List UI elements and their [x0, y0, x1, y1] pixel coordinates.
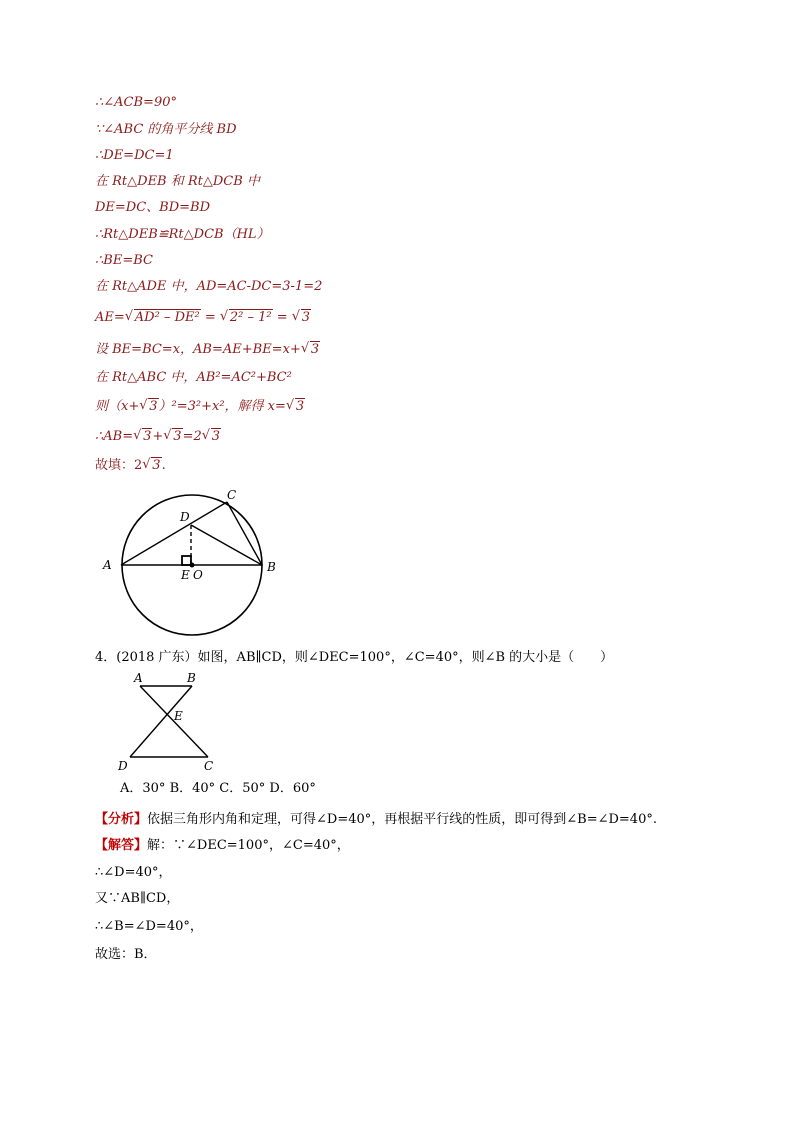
right-angle-mark [182, 556, 191, 565]
label-d: D [180, 510, 190, 524]
sqrt-expression-1: √ AD² – DE² [125, 309, 201, 327]
label-b: B [187, 671, 196, 685]
circle-triangle-figure [98, 484, 288, 640]
answer-choice: 故选：B． [95, 947, 157, 962]
solution-line-5: DE=DC、BD=BD [95, 200, 211, 215]
analysis-tag: 【分析】 [95, 812, 148, 827]
center-point [190, 563, 195, 568]
label-e: E [181, 568, 190, 582]
label-a: A [134, 671, 143, 685]
solution-line-6: ∴Rt△DEB≌Rt△DCB（HL） [95, 227, 270, 242]
solution-line-12: 则（x+√ 3）²=3²+x²，解得 x=√ 3 [95, 398, 305, 416]
label-o: O [193, 568, 203, 582]
solution-line-4: 在 Rt△DEB 和 Rt△DCB 中 [95, 174, 260, 189]
question-4-options: A．30° B．40° C．50° D．60° [120, 781, 316, 796]
analysis-line: 【分析】依据三角形内角和定理，可得∠D=40°，再根据平行线的性质，即可得到∠B=∠D=40°. [95, 812, 657, 827]
answer-line: 【解答】解：∵∠DEC=100°，∠C=40°， [95, 838, 350, 853]
answer-step-2: 又∵AB∥CD， [95, 891, 180, 906]
solution-line-3: ∴DE=DC=1 [95, 148, 174, 163]
solution-line-10: 设 BE=BC=x，AB=AE+BE=x+√ 3 [95, 341, 320, 359]
question-4-stem: 4．(2018 广东）如图，AB∥CD，则∠DEC=100°，∠C=40°，则∠B 的大小是（ ） [95, 650, 614, 665]
answer-step-3: ∴∠B=∠D=40°， [95, 919, 203, 934]
label-d: D [118, 759, 128, 773]
solution-line-14: 故填：2√ 3. [95, 457, 166, 475]
label-a: A [103, 558, 112, 572]
label-c: C [204, 759, 214, 773]
label-b: B [267, 560, 276, 574]
solution-line-2: ∵∠ABC 的角平分线 BD [95, 122, 237, 137]
solution-line-11: 在 Rt△ABC 中，AB²=AC²+BC² [95, 370, 292, 385]
sqrt-expression-3: √ 3 [292, 309, 311, 327]
ae-label: AE= [95, 310, 125, 325]
label-e: E [174, 709, 183, 723]
solution-line-1: ∴∠ACB=90° [95, 95, 177, 110]
sqrt-3: √ 3 [301, 341, 320, 359]
sqrt-expression-2: √ 2² – 1² [220, 309, 273, 327]
solution-line-9: AE=√ AD² – DE² = √ 2² – 1² = √ 3 [95, 309, 311, 327]
answer-tag: 【解答】 [95, 838, 148, 853]
solution-line-7: ∴BE=BC [95, 253, 153, 268]
parallel-lines-figure [110, 670, 220, 776]
line-ac [121, 502, 227, 565]
solution-line-13: ∴AB=√ 3+√ 3=2√ 3 [95, 428, 221, 446]
label-c: C [227, 488, 237, 502]
solution-line-8: 在 Rt△ADE 中，AD=AC-DC=3-1=2 [95, 279, 323, 294]
answer-step-1: ∴∠D=40°， [95, 865, 172, 880]
